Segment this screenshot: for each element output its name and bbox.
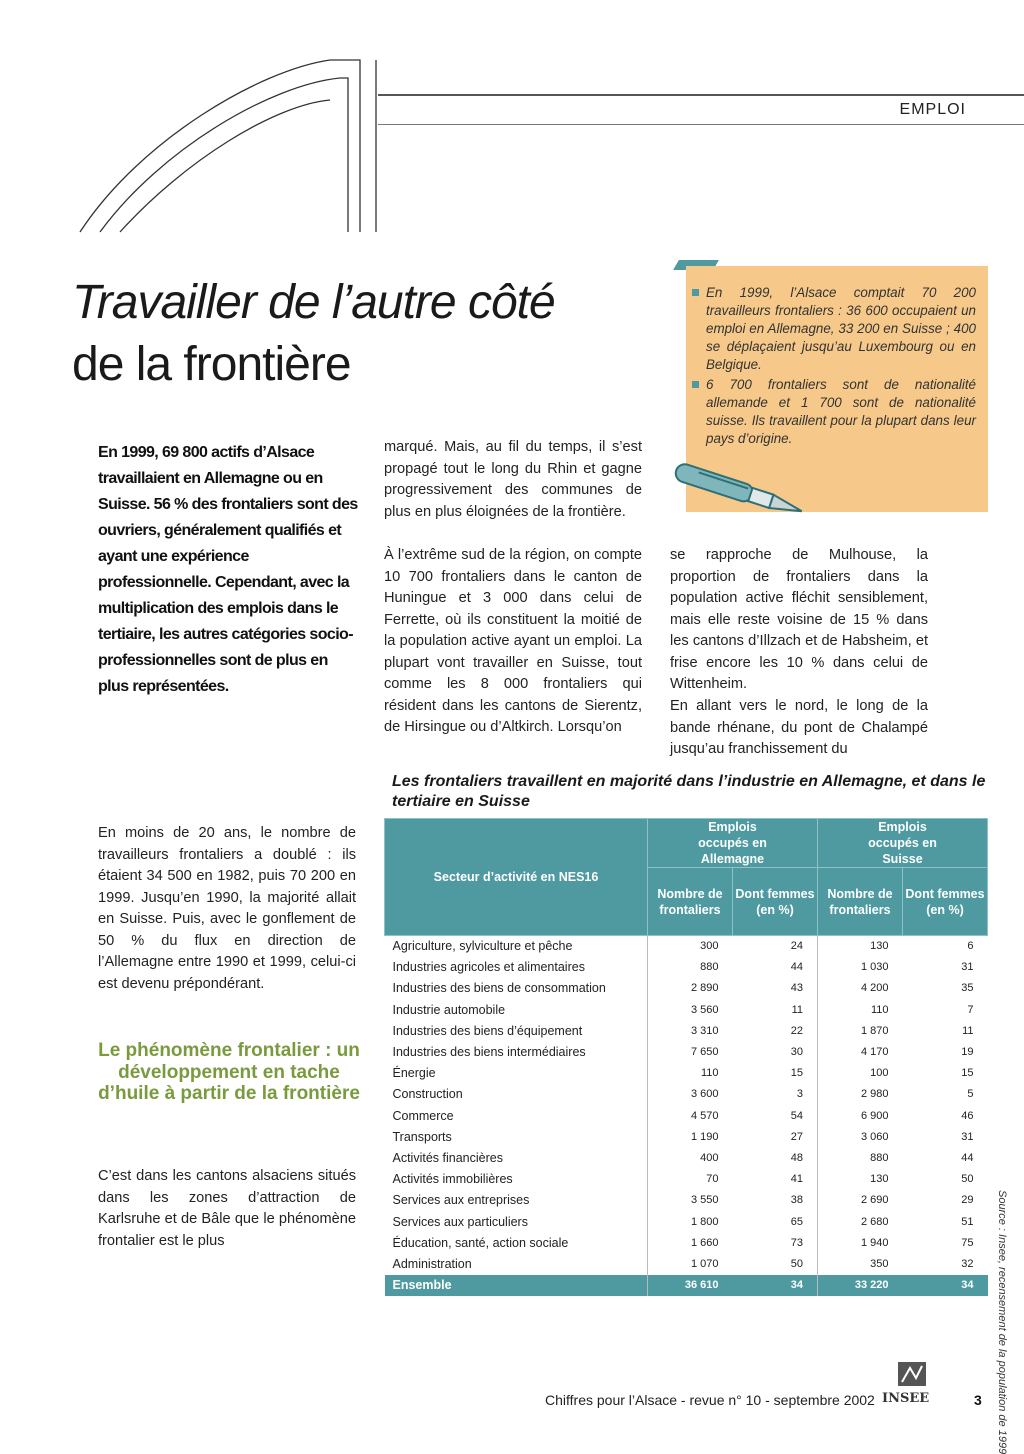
cell-sector: Industrie automobile xyxy=(392,1002,506,1017)
subheading: Le phénomène frontalier : un développement en tache d’huile à partir de la frontière xyxy=(98,1040,360,1104)
cell-sector: Commerce xyxy=(392,1108,454,1123)
cell-de-count: 1 660 xyxy=(648,1233,733,1254)
cell-de-count: 300 xyxy=(648,936,733,958)
cell-ch-count: 3 060 xyxy=(818,1127,903,1148)
cell-ch-women: 31 xyxy=(961,1130,974,1143)
cell-ch-count: 2 680 xyxy=(818,1212,903,1233)
cell-de-women: 48 xyxy=(790,1152,803,1165)
header-de-women: Dont femmes (en %) xyxy=(733,868,818,936)
header-ch-women: Dont femmes (en %) xyxy=(903,868,988,936)
cell-de-count: 1 190 xyxy=(648,1127,733,1148)
cell-ch-women: 5 xyxy=(967,1088,974,1101)
header-ch-count: Nombre de frontaliers xyxy=(818,868,903,936)
cell-ch-count: 4 170 xyxy=(818,1042,903,1063)
data-table xyxy=(384,818,988,1296)
cell-ch-women: 19 xyxy=(961,1046,974,1059)
cell-ch-women: 6 xyxy=(967,940,974,952)
footer-text: Chiffres pour l’Alsace - revue n° 10 - septembre 2002 xyxy=(545,1392,875,1408)
cell-ch-count: 33 220 xyxy=(818,1275,903,1296)
cell-sector: Activités financières xyxy=(392,1151,503,1166)
header-switzerland: Emplois occupés en Suisse xyxy=(818,819,988,868)
cell-de-count: 4 570 xyxy=(648,1106,733,1127)
cell-ch-count: 1 940 xyxy=(818,1233,903,1254)
summary-item: 6 700 frontaliers sont de nationalité allemande et 1 700 sont de nationalité suisse. Ils travaillent pour la plupart dans leur pays d’origine. xyxy=(706,376,976,448)
header-de-count: Nombre de frontaliers xyxy=(648,868,733,936)
cell-de-women: 3 xyxy=(796,1088,803,1101)
table-title: Les frontaliers travaillent en majorité dans l’industrie en Allemagne, et dans le tertiaire en Suisse xyxy=(392,773,986,810)
cell-ch-women: 15 xyxy=(961,1067,974,1080)
section-label: EMPLOI xyxy=(899,101,966,118)
cell-ch-count: 1 870 xyxy=(818,1021,903,1042)
cell-sector: Industries des biens intermédiaires xyxy=(392,1045,586,1060)
cell-ch-count: 130 xyxy=(818,1169,903,1190)
header-sector: Secteur d’activité en NES16 xyxy=(385,819,648,936)
cell-ch-count: 880 xyxy=(818,1148,903,1169)
cell-ch-women: 29 xyxy=(961,1194,974,1207)
cell-sector: Transports xyxy=(392,1129,452,1144)
cell-sector: Industries agricoles et alimentaires xyxy=(392,960,585,975)
table-row xyxy=(385,1021,988,1042)
page-number: 3 xyxy=(974,1392,982,1408)
cell-sector: Services aux particuliers xyxy=(392,1214,528,1229)
cell-de-count: 110 xyxy=(648,1063,733,1084)
cell-de-women: 24 xyxy=(790,940,803,952)
page-title-line1: Travailler de l’autre côté xyxy=(72,276,555,329)
cell-ch-count: 4 200 xyxy=(818,978,903,999)
cell-de-count: 3 560 xyxy=(648,1000,733,1021)
decorative-arcs xyxy=(0,0,400,240)
cell-sector: Ensemble xyxy=(385,1275,648,1296)
cell-de-women: 38 xyxy=(790,1194,803,1207)
summary-text xyxy=(706,284,976,450)
table-row xyxy=(385,1042,988,1063)
cell-de-women: 65 xyxy=(790,1215,803,1228)
cell-ch-count: 2 690 xyxy=(818,1190,903,1211)
table-row xyxy=(385,1212,988,1233)
cell-de-women: 43 xyxy=(790,982,803,995)
cell-de-women: 11 xyxy=(791,1003,803,1016)
table-row xyxy=(385,1000,988,1021)
pen-icon xyxy=(664,462,814,526)
cell-ch-count: 1 030 xyxy=(818,957,903,978)
body-paragraph-3: marqué. Mais, au fil du temps, il s’est propagé tout le long du Rhin et gagne progressivement des communes de plus en plus éloignées de la frontière. xyxy=(384,439,642,520)
cell-de-women: 15 xyxy=(790,1067,803,1080)
header-germany: Emplois occupés en Allemagne xyxy=(648,819,818,868)
cell-de-count: 880 xyxy=(648,957,733,978)
cell-de-count: 400 xyxy=(648,1148,733,1169)
cell-ch-women: 34 xyxy=(903,1275,988,1296)
cell-ch-count: 110 xyxy=(818,1000,903,1021)
table-row xyxy=(385,978,988,999)
cell-de-count: 3 550 xyxy=(648,1190,733,1211)
cell-sector: Activités immobilières xyxy=(392,1172,513,1187)
page-title xyxy=(72,272,652,396)
cell-ch-women: 50 xyxy=(961,1173,974,1186)
body-paragraph-1: En moins de 20 ans, le nombre de travailleurs frontaliers a doublé : ils étaient 34 500 en 1982, puis 70 200 en 1999. Jusqu’en 1990, la majorité allait en Suisse. Puis, avec le gonflement de 50 % du flux en direction de l’Allemagne entre 1990 et 1999, celui-ci est devenu prépondérant. xyxy=(98,825,356,992)
table-row xyxy=(385,1233,988,1254)
table-row xyxy=(385,1106,988,1127)
cell-de-count: 1 070 xyxy=(648,1254,733,1275)
cell-de-women: 34 xyxy=(733,1275,818,1296)
cell-ch-women: 51 xyxy=(961,1215,974,1228)
cell-ch-count: 6 900 xyxy=(818,1106,903,1127)
cell-de-women: 50 xyxy=(790,1258,803,1271)
cell-ch-count: 2 980 xyxy=(818,1084,903,1105)
body-paragraph-4: À l’extrême sud de la région, on compte 10 700 frontaliers dans le canton de Huningue et 3 000 dans celui de Ferrette, où ils constituent la moitié de la population active ayant un emploi. La plupart vont travailler en Suisse, tout comme les 8 000 frontaliers qui résident dans les cantons de Sierentz, de Hirsingue ou d’Altkirch. Lorsqu’on xyxy=(384,547,642,735)
header-rule xyxy=(378,94,1024,96)
cell-sector: Éducation, santé, action sociale xyxy=(392,1235,569,1250)
table-row xyxy=(385,1084,988,1105)
table-row xyxy=(385,1127,988,1148)
body-paragraph-6: En allant vers le nord, le long de la bande rhénane, du pont de Chalampé jusqu’au franchissement du xyxy=(670,698,928,757)
insee-logo xyxy=(880,1360,930,1410)
cell-ch-women: 32 xyxy=(961,1258,974,1271)
page-title-line2: de la frontière xyxy=(72,338,351,391)
cell-de-women: 73 xyxy=(790,1236,803,1249)
table-row xyxy=(385,1063,988,1084)
table-row xyxy=(385,1169,988,1190)
cell-de-count: 1 800 xyxy=(648,1212,733,1233)
cell-de-women: 54 xyxy=(790,1109,803,1122)
cell-ch-count: 350 xyxy=(818,1254,903,1275)
cell-de-count: 3 310 xyxy=(648,1021,733,1042)
bullet-icon xyxy=(692,289,699,296)
summary-item: En 1999, l’Alsace comptait 70 200 travailleurs frontaliers : 36 600 occupaient un emploi en Allemagne, 33 200 en Suisse ; 400 se déplaçaient jusqu’au Luxembourg ou en Belgique. xyxy=(706,284,976,374)
body-paragraph-2: C’est dans les cantons alsaciens situés dans les zones d’attraction de Karlsruhe et de Bâle que le phénomène frontalier est le plus xyxy=(98,1168,356,1249)
cell-de-women: 44 xyxy=(790,961,803,974)
cell-ch-count: 130 xyxy=(818,936,903,958)
bullet-icon xyxy=(692,381,699,388)
cell-sector: Énergie xyxy=(392,1066,436,1081)
cell-de-count: 2 890 xyxy=(648,978,733,999)
cell-sector: Industries des biens d’équipement xyxy=(392,1023,583,1038)
cell-ch-count: 100 xyxy=(818,1063,903,1084)
table-row xyxy=(385,1148,988,1169)
table-row xyxy=(385,936,988,958)
cell-ch-women: 31 xyxy=(961,961,974,974)
cell-ch-women: 46 xyxy=(961,1109,974,1122)
body-paragraph-5: se rapproche de Mulhouse, la proportion de frontaliers dans la population active fléchit sensiblement, mais elle reste voisine de 15 % dans les cantons d’Illzach et de Habsheim, et frise encore les 10 % dans celui de Wittenheim. xyxy=(670,547,928,692)
cell-sector: Agriculture, sylviculture et pêche xyxy=(392,939,573,953)
table-source: Source : Insee, recensement de la population de 1999 xyxy=(996,1190,1008,1454)
cell-de-women: 22 xyxy=(790,1024,803,1037)
cell-sector: Construction xyxy=(392,1087,463,1102)
cell-de-women: 41 xyxy=(790,1173,803,1186)
cell-ch-women: 11 xyxy=(962,1024,974,1037)
cell-de-count: 36 610 xyxy=(648,1275,733,1296)
cell-de-count: 7 650 xyxy=(648,1042,733,1063)
cell-ch-women: 35 xyxy=(961,982,974,995)
cell-de-count: 70 xyxy=(648,1169,733,1190)
cell-de-count: 3 600 xyxy=(648,1084,733,1105)
cell-sector: Industries des biens de consommation xyxy=(392,981,606,996)
cell-ch-women: 75 xyxy=(961,1236,974,1249)
table-total-row xyxy=(385,1275,988,1296)
cell-de-women: 30 xyxy=(790,1046,803,1059)
svg-text:INSEE: INSEE xyxy=(882,1391,930,1406)
cell-sector: Services aux entreprises xyxy=(392,1193,530,1208)
cell-ch-women: 44 xyxy=(961,1152,974,1165)
cell-de-women: 27 xyxy=(790,1130,803,1143)
table-row xyxy=(385,957,988,978)
table-row xyxy=(385,1254,988,1275)
cell-ch-women: 7 xyxy=(967,1003,974,1016)
intro-text: En 1999, 69 800 actifs d’Alsace travaillaient en Allemagne ou en Suisse. 56 % des frontaliers sont des ouvriers, généralement qualifiés et ayant une expérience professionnelle. Cependant, avec la multiplication des emplois dans le tertiaire, les autres catégories socio-professionnelles sont de plus en plus représentées. xyxy=(98,444,358,695)
header-rule-lower xyxy=(378,124,1024,125)
cell-sector: Administration xyxy=(392,1257,472,1272)
